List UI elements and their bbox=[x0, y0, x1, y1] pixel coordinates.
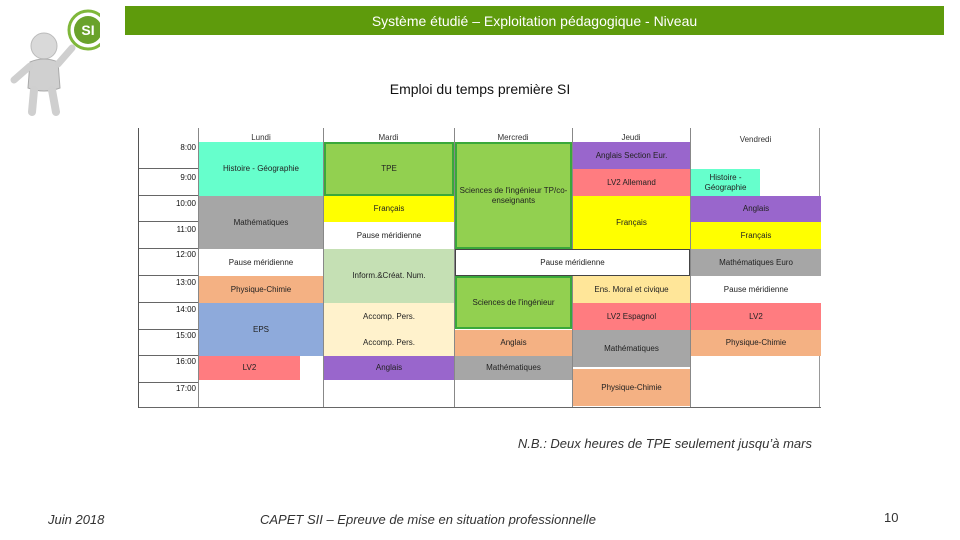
course-cell: EPS bbox=[199, 303, 323, 356]
day-header: Lundi bbox=[251, 133, 271, 142]
time-label: 13:00 bbox=[139, 276, 198, 303]
course-cell: Anglais bbox=[691, 196, 821, 222]
grid-line bbox=[139, 407, 821, 408]
course-cell: Anglais bbox=[324, 356, 454, 380]
time-label: 11:00 bbox=[139, 222, 198, 249]
footer-date: Juin 2018 bbox=[48, 512, 105, 527]
course-cell: Anglais bbox=[455, 330, 572, 356]
course-cell: Mathématiques bbox=[573, 330, 690, 367]
time-label: 9:00 bbox=[139, 169, 198, 196]
course-cell: Physique-Chimie bbox=[573, 369, 690, 406]
course-cell: Sciences de l'ingénieur TP/co-enseignants bbox=[455, 142, 572, 249]
title-banner bbox=[125, 6, 944, 35]
timetable bbox=[138, 128, 820, 408]
course-cell: Inform.&Créat. Num. bbox=[324, 249, 454, 303]
course-cell: TPE bbox=[324, 142, 454, 196]
course-cell: Physique-Chimie bbox=[199, 276, 323, 303]
time-label: 14:00 bbox=[139, 303, 198, 330]
time-label: 10:00 bbox=[139, 196, 198, 222]
time-label: 8:00 bbox=[139, 142, 198, 169]
course-cell: Pause méridienne bbox=[199, 249, 323, 276]
course-cell: Anglais Section Eur. bbox=[573, 142, 690, 169]
course-cell: Pause méridienne bbox=[691, 276, 821, 303]
logo-si-text: SI bbox=[81, 22, 95, 38]
note-text: N.B.: Deux heures de TPE seulement jusqu’à mars bbox=[517, 436, 812, 451]
course-cell: Français bbox=[324, 196, 454, 222]
time-label: 12:00 bbox=[139, 249, 198, 276]
day-header: Mercredi bbox=[497, 133, 529, 142]
footer-title: CAPET SII – Epreuve de mise en situation professionnelle bbox=[260, 512, 597, 527]
course-cell: Accomp. Pers. bbox=[324, 303, 454, 330]
page-number: 10 bbox=[884, 510, 899, 525]
course-cell: Accomp. Pers. bbox=[324, 330, 454, 356]
course-cell: Histoire - Géographie bbox=[691, 169, 760, 196]
course-cell: Ens. Moral et civique bbox=[573, 276, 690, 303]
time-label: 16:00 bbox=[139, 356, 198, 383]
course-cell: Français bbox=[691, 222, 821, 249]
time-label: 15:00 bbox=[139, 330, 198, 356]
course-cell: Mathématiques bbox=[455, 356, 572, 380]
day-header: Vendredi bbox=[739, 135, 772, 144]
course-cell: LV2 Allemand bbox=[573, 169, 690, 196]
day-header: Mardi bbox=[378, 133, 399, 142]
course-cell: LV2 Espagnol bbox=[573, 303, 690, 330]
course-cell: Mathématiques Euro bbox=[691, 249, 821, 276]
slide-subtitle: Emploi du temps première SI bbox=[389, 81, 571, 97]
banner-text: Système étudié – Exploitation pédagogique - Niveau bbox=[371, 12, 698, 29]
time-label: 17:00 bbox=[139, 383, 198, 408]
day-header: Jeudi bbox=[621, 133, 641, 142]
course-cell: Physique-Chimie bbox=[691, 330, 821, 356]
course-cell: LV2 bbox=[691, 303, 821, 330]
mascot-logo bbox=[4, 4, 100, 116]
course-cell: Histoire - Géographie bbox=[199, 142, 323, 196]
course-cell: Pause méridienne bbox=[455, 249, 690, 276]
course-cell: Sciences de l'ingénieur bbox=[455, 276, 572, 329]
course-cell: Français bbox=[573, 196, 690, 249]
course-cell: Pause méridienne bbox=[324, 222, 454, 249]
course-cell: LV2 bbox=[199, 356, 300, 380]
course-cell: Mathématiques bbox=[199, 196, 323, 249]
